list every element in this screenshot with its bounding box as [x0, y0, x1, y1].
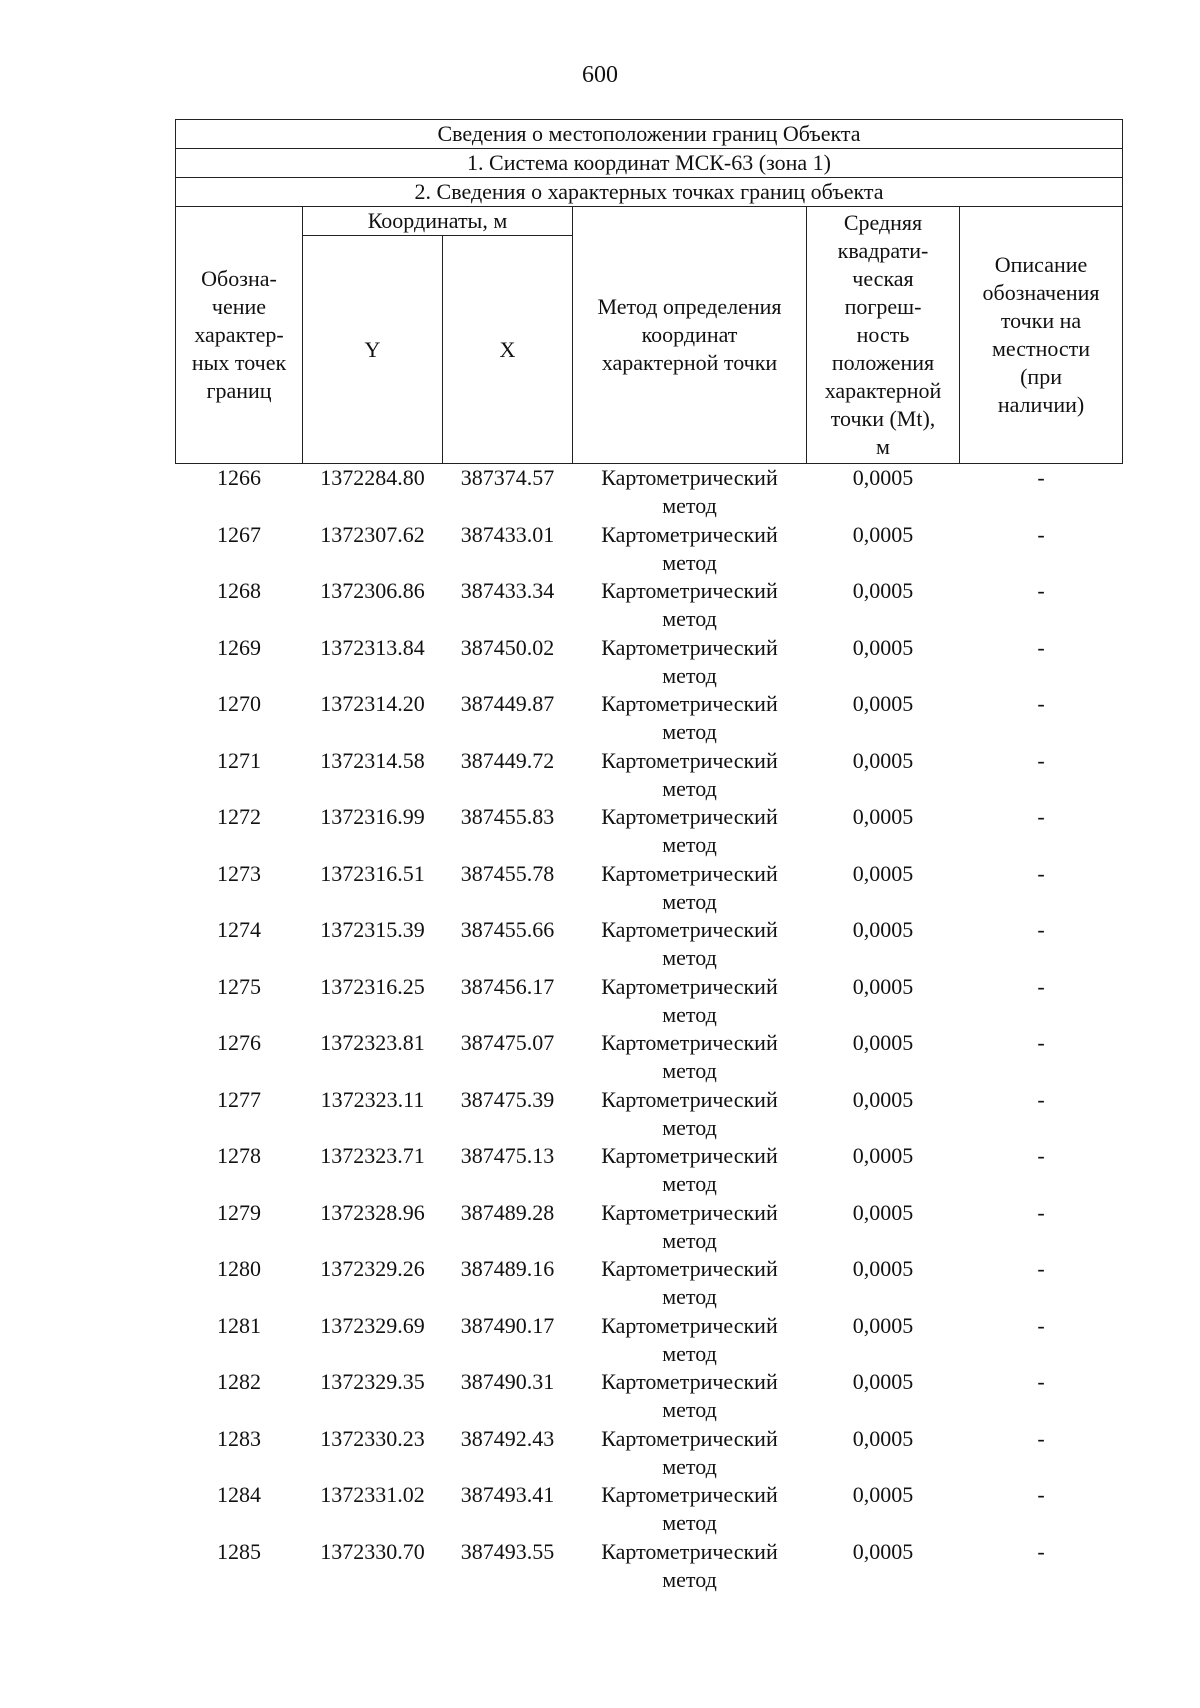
method-line: Картометрический	[601, 804, 778, 829]
cell-y: 1372329.26	[320, 1256, 425, 1281]
header-method	[573, 207, 807, 464]
table-row	[176, 690, 1123, 747]
cell-description: -	[1037, 1312, 1045, 1338]
cell-point-id: 1283	[217, 1425, 261, 1451]
cell-mt: 0,0005	[852, 521, 914, 547]
cell-x: 387433.01	[460, 521, 555, 547]
method-line: Картометрический	[601, 465, 778, 490]
cell-method	[573, 973, 807, 1030]
cell-y: 1372315.39	[320, 917, 425, 942]
method-line: метод	[662, 1340, 717, 1366]
cell-method	[573, 690, 807, 747]
header-description-line: Описание	[994, 252, 1088, 277]
cell-description: -	[1037, 1199, 1045, 1225]
cell-x: 387449.72	[460, 747, 555, 773]
cell-description: -	[1037, 1482, 1045, 1507]
method-line: Картометрический	[601, 1086, 778, 1112]
cell-method	[573, 747, 807, 804]
method-line: Картометрический	[601, 521, 778, 547]
cell-method	[573, 1425, 807, 1482]
cell-method	[573, 803, 807, 860]
header-accuracy-line: ность	[856, 322, 910, 347]
method-line: Картометрический	[601, 1030, 778, 1055]
cell-description: -	[1037, 973, 1045, 999]
cell-mt: 0,0005	[852, 804, 914, 829]
cell-point-id: 1285	[217, 1538, 261, 1564]
cell-description: -	[1037, 1425, 1045, 1451]
cell-description: -	[1037, 465, 1045, 490]
method-line: Картометрический	[601, 973, 778, 999]
cell-mt: 0,0005	[852, 1369, 914, 1394]
cell-method	[573, 1086, 807, 1143]
method-line: Картометрический	[601, 1256, 778, 1281]
method-line: Картометрический	[601, 1425, 778, 1451]
cell-mt: 0,0005	[852, 973, 914, 999]
cell-mt: 0,0005	[852, 747, 914, 773]
header-accuracy-line: характерной	[824, 378, 942, 403]
cell-method	[573, 577, 807, 634]
cell-mt: 0,0005	[852, 1538, 914, 1564]
method-line: метод	[662, 1397, 717, 1422]
cell-y: 1372314.58	[320, 747, 425, 773]
header-designation-line: характер-	[194, 322, 284, 347]
method-line: метод	[662, 1227, 717, 1253]
table-row	[176, 1368, 1123, 1425]
method-line: метод	[662, 1114, 717, 1140]
cell-y: 1372307.62	[320, 521, 425, 547]
cell-x: 387450.02	[460, 634, 555, 660]
section-heading: 2. Сведения о характерных точках границ объекта	[176, 178, 1123, 207]
method-line: метод	[662, 1284, 717, 1309]
method-line: метод	[662, 493, 717, 518]
boundary-points-table	[175, 119, 1123, 1594]
cell-method	[573, 634, 807, 691]
cell-mt: 0,0005	[852, 1086, 914, 1112]
header-description	[960, 207, 1123, 464]
method-line: Картометрический	[601, 1369, 778, 1394]
cell-y: 1372316.25	[320, 973, 425, 999]
cell-y: 1372313.84	[320, 634, 425, 660]
cell-mt: 0,0005	[852, 691, 914, 716]
cell-method	[573, 1538, 807, 1595]
cell-x: 387455.66	[460, 917, 555, 942]
table-row	[176, 1142, 1123, 1199]
cell-x: 387455.78	[460, 860, 555, 886]
method-line: Картометрический	[601, 634, 778, 660]
method-line: Картометрический	[601, 691, 778, 716]
table-row	[176, 1538, 1123, 1595]
cell-point-id: 1280	[217, 1256, 261, 1281]
table-row	[176, 464, 1123, 521]
coord-system-heading: 1. Система координат МСК-63 (зона 1)	[176, 149, 1123, 178]
cell-description: -	[1037, 1369, 1045, 1394]
table-row	[176, 634, 1123, 691]
header-designation-line: Обозна-	[201, 266, 277, 291]
cell-point-id: 1270	[217, 691, 261, 716]
header-accuracy-line: ческая	[852, 266, 914, 291]
method-line: Картометрический	[601, 1312, 778, 1338]
cell-mt: 0,0005	[852, 578, 914, 603]
cell-x: 387374.57	[460, 465, 555, 490]
cell-y: 1372330.70	[320, 1538, 425, 1564]
header-designation	[176, 207, 303, 464]
method-line: Картометрический	[601, 1538, 778, 1564]
method-line: метод	[662, 888, 717, 914]
header-accuracy	[807, 207, 960, 464]
cell-x: 387456.17	[460, 973, 555, 999]
cell-method	[573, 860, 807, 917]
table-row	[176, 1255, 1123, 1312]
cell-method	[573, 1481, 807, 1538]
method-line: метод	[662, 832, 717, 857]
cell-point-id: 1279	[217, 1199, 261, 1225]
cell-mt: 0,0005	[852, 1425, 914, 1451]
method-line: метод	[662, 606, 717, 631]
cell-x: 387493.41	[460, 1482, 555, 1507]
table-title: Сведения о местоположении границ Объекта	[176, 120, 1123, 149]
cell-point-id: 1275	[217, 973, 261, 999]
header-description-line: местности	[991, 336, 1091, 361]
table-row	[176, 860, 1123, 917]
table-row	[176, 916, 1123, 973]
method-line: Картометрический	[601, 747, 778, 773]
cell-description: -	[1037, 1030, 1045, 1055]
cell-point-id: 1268	[217, 578, 261, 603]
cell-mt: 0,0005	[852, 917, 914, 942]
method-line: Картометрический	[601, 578, 778, 603]
cell-description: -	[1037, 804, 1045, 829]
cell-method	[573, 1199, 807, 1256]
header-method-line: Метод определения	[597, 294, 782, 319]
cell-description: -	[1037, 1086, 1045, 1112]
header-description-line: наличии)	[997, 392, 1085, 417]
cell-mt: 0,0005	[852, 860, 914, 886]
cell-point-id: 1273	[217, 860, 261, 886]
cell-method	[573, 1142, 807, 1199]
table-row	[176, 1029, 1123, 1086]
header-description-line: (при	[1020, 364, 1062, 389]
header-x: X	[443, 236, 573, 464]
cell-mt: 0,0005	[852, 1312, 914, 1338]
cell-mt: 0,0005	[852, 1256, 914, 1281]
cell-x: 387449.87	[460, 691, 555, 716]
header-y: Y	[303, 236, 443, 464]
cell-description: -	[1037, 747, 1045, 773]
cell-point-id: 1267	[217, 521, 261, 547]
cell-method	[573, 1029, 807, 1086]
header-accuracy-line: положения	[831, 350, 935, 375]
cell-y: 1372314.20	[320, 691, 425, 716]
cell-point-id: 1284	[217, 1482, 261, 1507]
header-designation-line: ных точек	[191, 350, 287, 375]
cell-x: 387493.55	[460, 1538, 555, 1564]
header-description-line: обозначения	[982, 280, 1100, 305]
header-accuracy-line: точки (Mt),	[830, 406, 936, 431]
method-line: Картометрический	[601, 1482, 778, 1507]
cell-mt: 0,0005	[852, 465, 914, 490]
table-header	[176, 120, 1123, 464]
header-accuracy-line: Средняя	[843, 210, 923, 235]
cell-y: 1372323.81	[320, 1030, 425, 1055]
cell-description: -	[1037, 1256, 1045, 1281]
cell-y: 1372284.80	[320, 465, 425, 490]
cell-description: -	[1037, 634, 1045, 660]
cell-y: 1372323.71	[320, 1143, 425, 1168]
cell-x: 387475.13	[460, 1143, 555, 1168]
table-row	[176, 1312, 1123, 1369]
cell-y: 1372329.69	[320, 1312, 425, 1338]
cell-method	[573, 916, 807, 973]
cell-x: 387490.31	[460, 1369, 555, 1394]
table-row	[176, 1481, 1123, 1538]
cell-x: 387490.17	[460, 1312, 555, 1338]
cell-mt: 0,0005	[852, 1143, 914, 1168]
cell-point-id: 1277	[217, 1086, 261, 1112]
cell-y: 1372330.23	[320, 1425, 425, 1451]
cell-y: 1372331.02	[320, 1482, 425, 1507]
cell-point-id: 1278	[217, 1143, 261, 1168]
table-row	[176, 803, 1123, 860]
header-description-line: точки на	[1000, 308, 1082, 333]
cell-mt: 0,0005	[852, 634, 914, 660]
table-row	[176, 1425, 1123, 1482]
method-line: метод	[662, 1510, 717, 1535]
cell-point-id: 1269	[217, 634, 261, 660]
cell-point-id: 1272	[217, 804, 261, 829]
method-line: метод	[662, 1058, 717, 1083]
cell-x: 387475.07	[460, 1030, 555, 1055]
cell-x: 387492.43	[460, 1425, 555, 1451]
cell-description: -	[1037, 860, 1045, 886]
cell-x: 387489.28	[460, 1199, 555, 1225]
header-coordinates: Координаты, м	[303, 207, 573, 236]
cell-y: 1372328.96	[320, 1199, 425, 1225]
cell-y: 1372316.51	[320, 860, 425, 886]
method-line: метод	[662, 719, 717, 744]
cell-description: -	[1037, 1538, 1045, 1564]
method-line: метод	[662, 1171, 717, 1196]
header-accuracy-line: квадрати-	[837, 238, 929, 263]
cell-description: -	[1037, 1143, 1045, 1168]
cell-point-id: 1271	[217, 747, 261, 773]
table-row	[176, 521, 1123, 578]
method-line: Картометрический	[601, 917, 778, 942]
cell-y: 1372316.99	[320, 804, 425, 829]
table-row	[176, 973, 1123, 1030]
method-line: метод	[662, 1453, 717, 1479]
cell-y: 1372329.35	[320, 1369, 425, 1394]
cell-point-id: 1266	[217, 465, 261, 490]
cell-x: 387455.83	[460, 804, 555, 829]
table-row	[176, 577, 1123, 634]
cell-method	[573, 1368, 807, 1425]
cell-point-id: 1276	[217, 1030, 261, 1055]
method-line: метод	[662, 945, 717, 970]
cell-method	[573, 1255, 807, 1312]
method-line: Картометрический	[601, 860, 778, 886]
cell-y: 1372306.86	[320, 578, 425, 603]
page-number: 600	[582, 62, 618, 88]
cell-method	[573, 464, 807, 521]
table-row	[176, 1086, 1123, 1143]
table-row	[176, 747, 1123, 804]
cell-mt: 0,0005	[852, 1482, 914, 1507]
method-line: метод	[662, 1566, 717, 1592]
cell-mt: 0,0005	[852, 1030, 914, 1055]
cell-description: -	[1037, 691, 1045, 716]
cell-y: 1372323.11	[320, 1086, 425, 1112]
method-line: метод	[662, 662, 717, 688]
cell-point-id: 1282	[217, 1369, 261, 1394]
method-line: метод	[662, 549, 717, 575]
header-designation-line: границ	[206, 378, 272, 403]
header-method-line: координат	[641, 322, 738, 347]
method-line: Картометрический	[601, 1199, 778, 1225]
method-line: метод	[662, 775, 717, 801]
table-row	[176, 1199, 1123, 1256]
header-method-line: характерной точки	[601, 350, 778, 375]
cell-description: -	[1037, 917, 1045, 942]
cell-method	[573, 521, 807, 578]
cell-method	[573, 1312, 807, 1369]
method-line: Картометрический	[601, 1143, 778, 1168]
cell-point-id: 1281	[217, 1312, 261, 1338]
header-accuracy-line: м	[876, 434, 890, 459]
cell-x: 387489.16	[460, 1256, 555, 1281]
cell-description: -	[1037, 578, 1045, 603]
table-body	[176, 464, 1123, 1595]
cell-mt: 0,0005	[852, 1199, 914, 1225]
header-accuracy-line: погреш-	[844, 294, 922, 319]
cell-description: -	[1037, 521, 1045, 547]
cell-x: 387433.34	[460, 578, 555, 603]
method-line: метод	[662, 1001, 717, 1027]
cell-x: 387475.39	[460, 1086, 555, 1112]
cell-point-id: 1274	[217, 917, 261, 942]
header-designation-line: чение	[211, 294, 267, 319]
